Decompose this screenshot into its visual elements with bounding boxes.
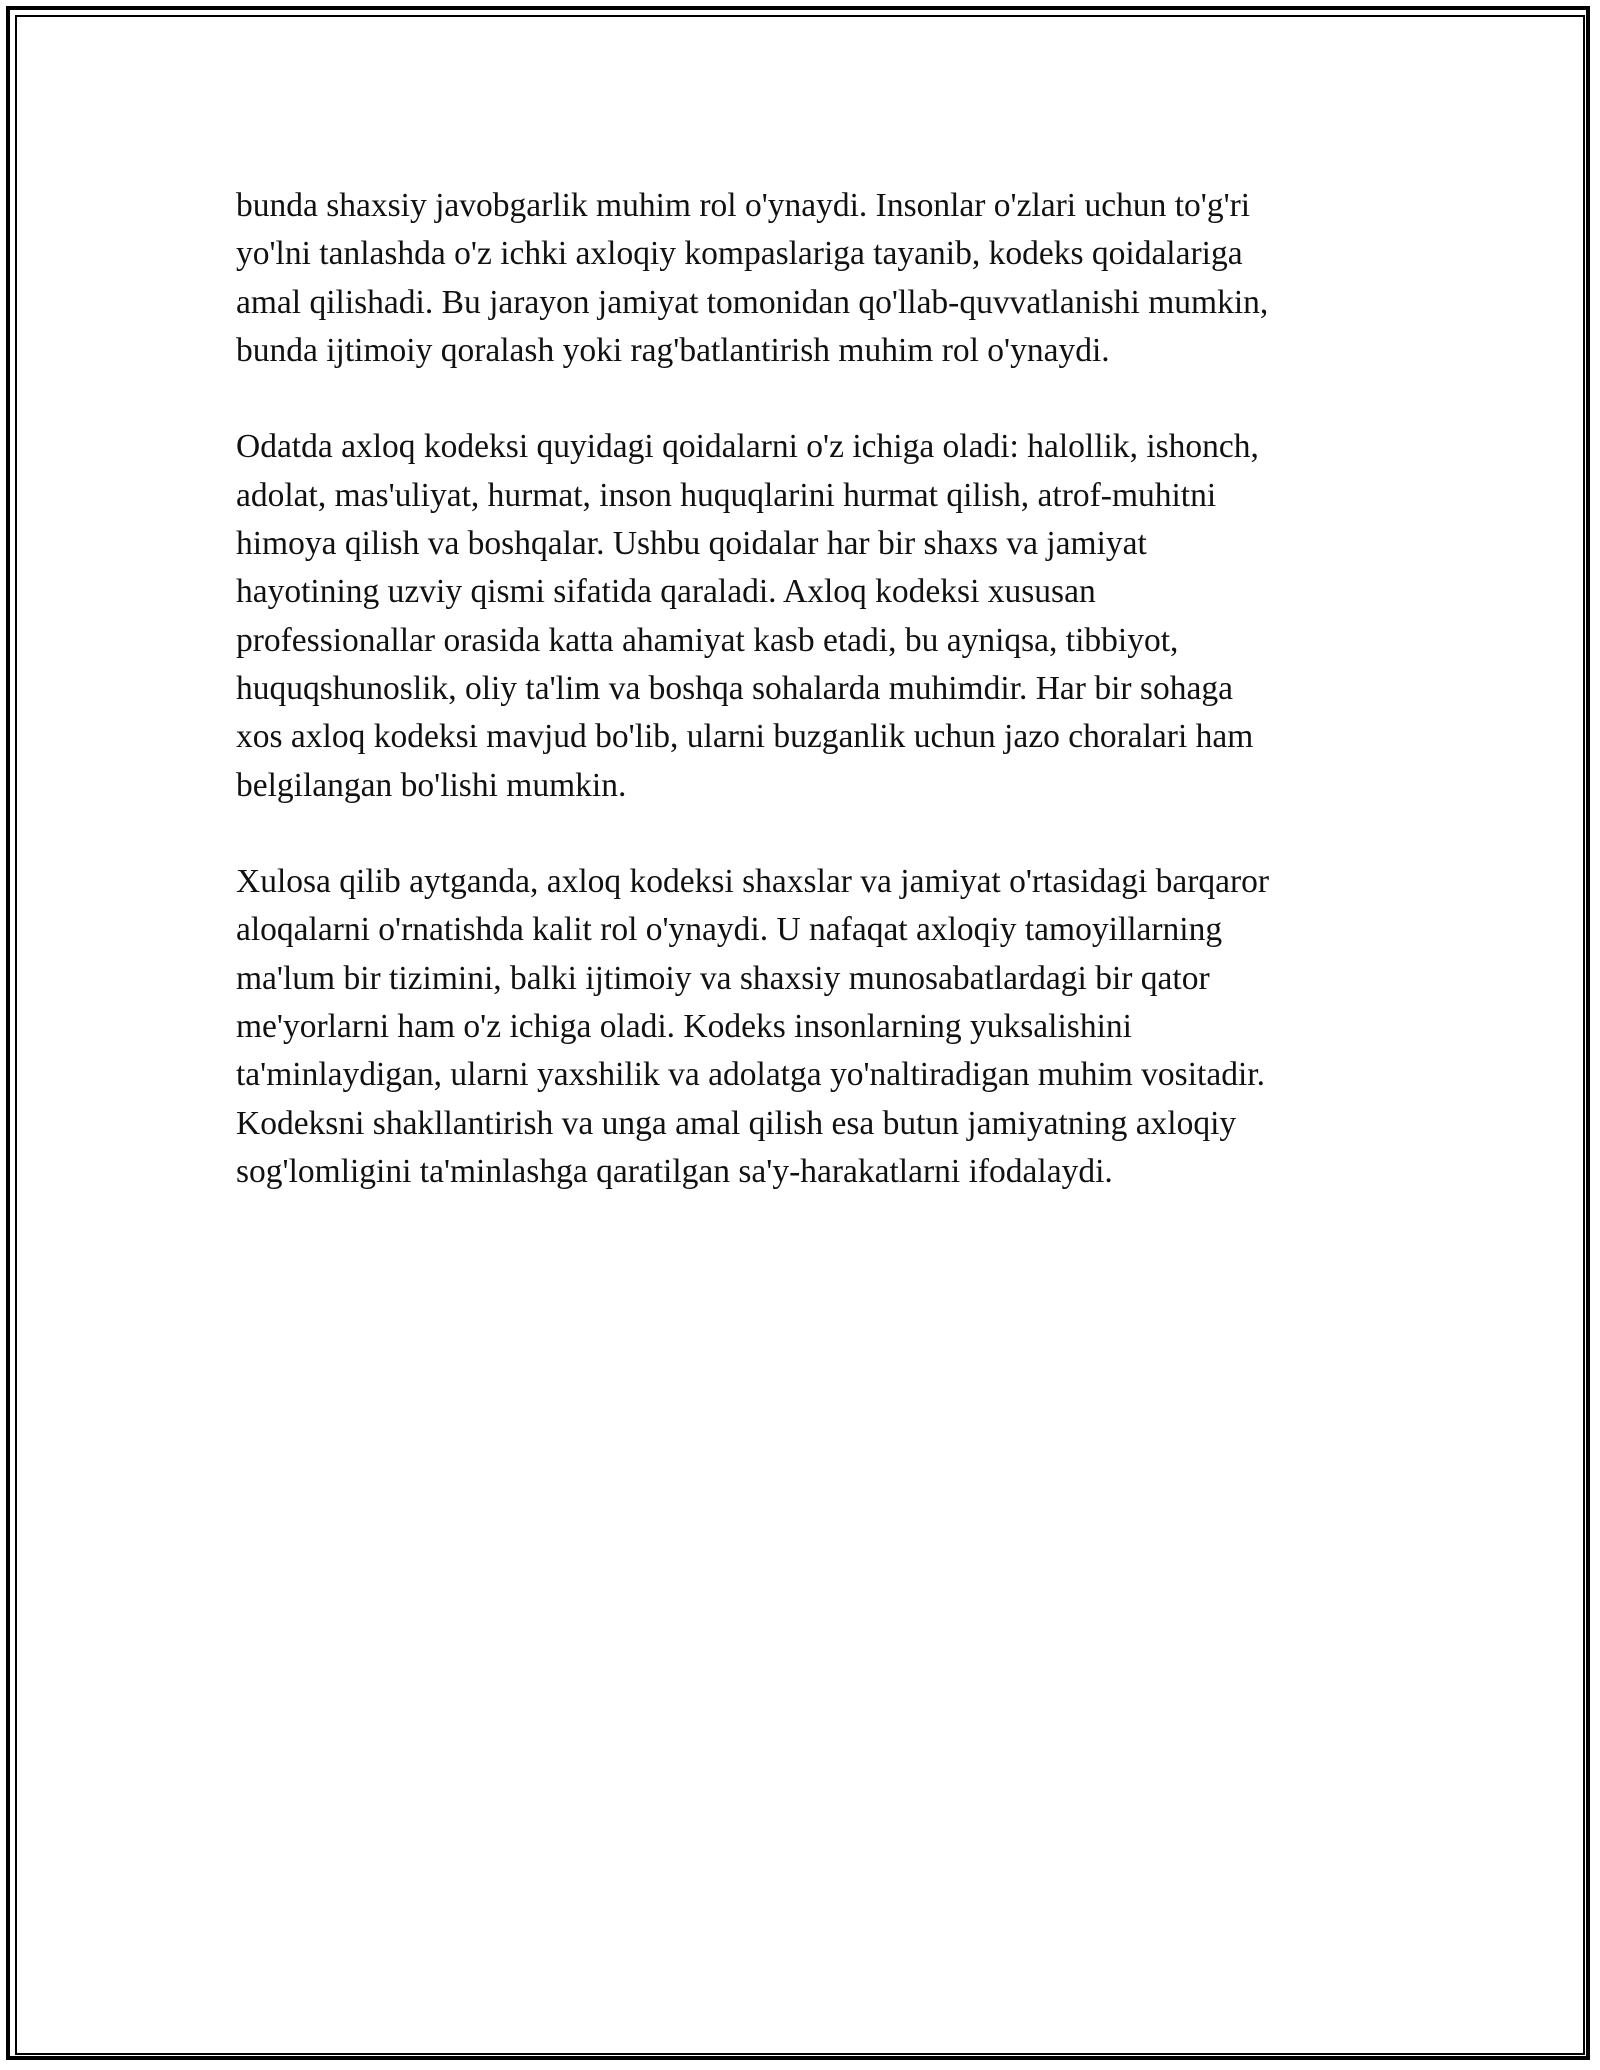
paragraph-1: bunda shaxsiy javobgarlik muhim rol o'ynaydi. Insonlar o'zlari uchun to'g'ri yo'lni tanlashda o'z ichki axloqiy kompaslariga tayanib, kodeks qoidalariga amal qilishadi. Bu jarayon jamiyat tomonidan qo'llab-quvvatlanishi mumkin, bunda ijtimoiy qoralash yoki rag'batlantirish muhim rol o'ynaydi. bbox=[236, 187, 1269, 369]
paragraph-3: Xulosa qilib aytganda, axloq kodeksi shaxslar va jamiyat o'rtasidagi barqaror aloqalarni o'rnatishda kalit rol o'ynaydi. U nafaqat axloqiy tamoyillarning ma'lum bir tizimini, balki ijtimoiy va shaxsiy munosabatlardagi bir qator me'yorlarni ham o'z ichiga oladi. Kodeks insonlarning yuksalishini ta'minlaydigan, ularni yaxshilik va adolatga yo'naltiradigan muhim vositadir. Kodeksni shakllantirish va unga amal qilish esa butun jamiyatning axloqiy sog'lomligini ta'minlashga qaratilgan sa'y-harakatlarni ifodalaydi. bbox=[236, 863, 1270, 1190]
document-body bbox=[236, 182, 1386, 1245]
paragraph-2: Odatda axloq kodeksi quyidagi qoidalarni o'z ichiga oladi: halollik, ishonch, adolat, mas'uliyat, hurmat, inson huquqlarini hurmat qilish, atrof-muhitni himoya qilish va boshqalar. Ushbu qoidalar har bir shaxs va jamiyat hayotining uzviy qismi sifatida qaraladi. Axloq kodeksi xususan professionallar orasida katta ahamiyat kasb etadi, bu ayniqsa, tibbiyot, huquqshunoslik, oliy ta'lim va boshqa sohalarda muhimdir. Har bir sohaga xos axloq kodeksi mavjud bo'lib, ularni buzganlik uchun jazo choralari ham belgilangan bo'lishi mumkin. bbox=[236, 428, 1259, 804]
